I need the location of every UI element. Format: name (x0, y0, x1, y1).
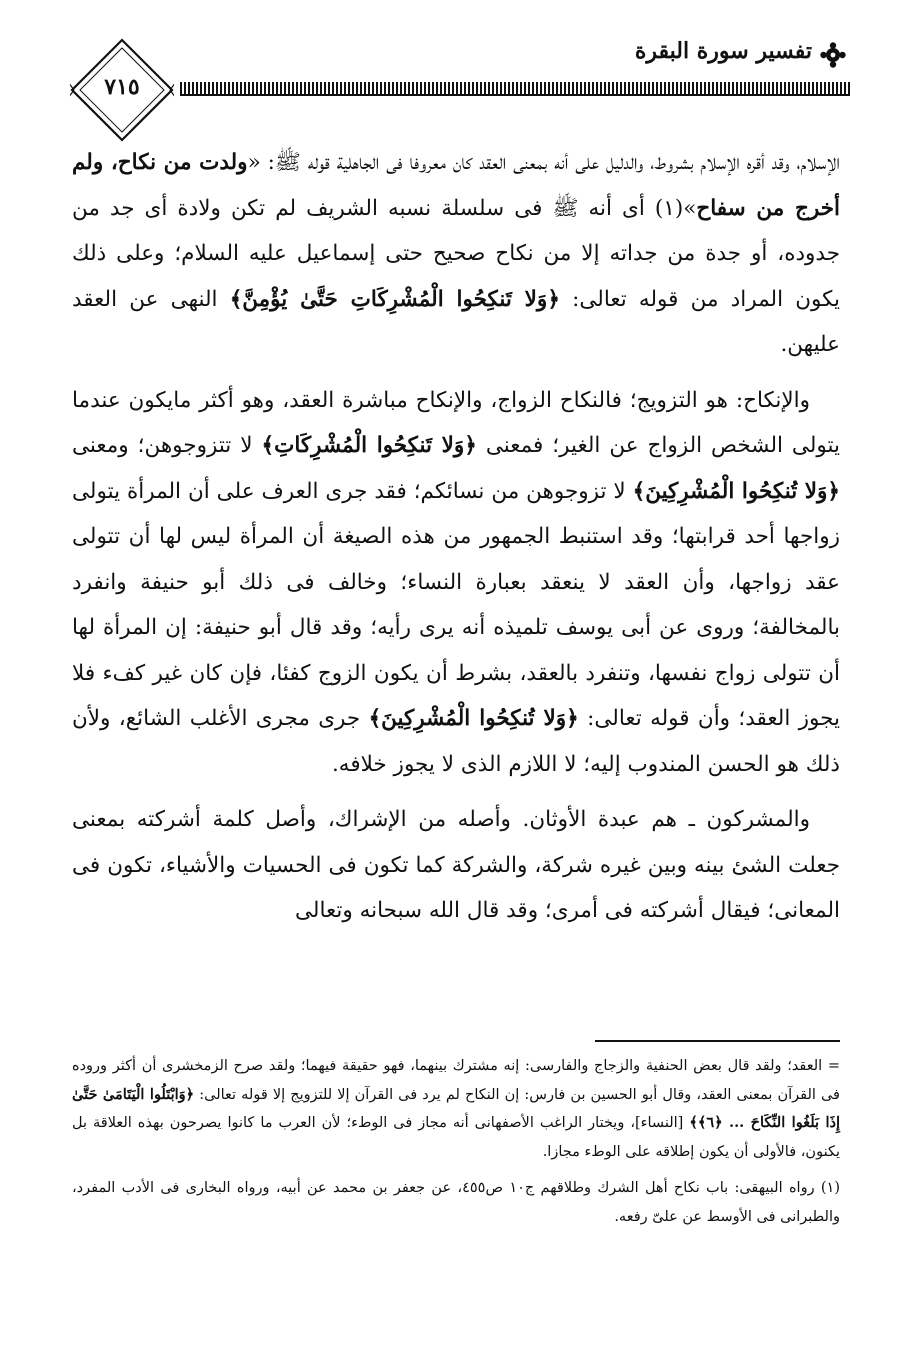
flower-ornament-icon (820, 42, 846, 68)
header-hatched-rule (180, 82, 850, 94)
text-run: الإسلام، وقد أقره الإسلام بشروط، والدليل على أنه بمعنى العقد كان معروفا فى الجاهلية قوله ﷺ: « (247, 150, 841, 175)
header-rule-line (180, 94, 850, 96)
paragraph-1 (72, 140, 840, 368)
page-number-badge (70, 38, 174, 142)
text-run: = العقد؛ ولقد قال بعض الحنفية والزجاج والفارسى: إنه مشترك بينهما، فهو حقيقة فيهما؛ ولقد صرح الزمخشرى أن أكثر وروده فى القرآن بمعنى العقد، وقال أبو الحسين بن فارس: إن النكاح لم يرد فى القرآن إلا للتزويج إلا قوله تعالى: (72, 1058, 840, 1103)
text-run: والإنكاح: هو التزويج؛ فالنكاح الزواج، والإنكاح مباشرة العقد، وهو أكثر مايكون عندما يتولى الشخص الزواج عن الغير؛ فمعنى (72, 387, 840, 458)
running-title: تفسير سورة البقرة (634, 38, 812, 64)
paragraph-3 (72, 797, 840, 934)
hadith-quote: ولدت من نكاح، ولم أخرج من سفاح (72, 150, 840, 221)
text-run: »(١) أى أنه ﷺ فى سلسلة نسبه الشريف لم تكن ولادة أى جد من جدوده، أو جدة من جداته إلا من نكاح صحيح حتى إسماعيل عليه السلام؛ وعلى ذلك يكون المراد من قوله تعالى: (72, 195, 840, 312)
text-run: النهى عن العقد عليهن. (72, 286, 840, 357)
text-run: والمشركون ـ هم عبدة الأوثان. وأصله من الإشراك، وأصل كلمة أشركته بمعنى جعلت الشئ بينه وبين غيره شركة، والشركة كما تكون فى الحسيات والأشياء، تكون فى المعانى؛ فيقال أشركته فى أمرى؛ وقد قال الله سبحانه وتعالى (72, 807, 840, 923)
page-header (60, 30, 850, 140)
text-run: لا تتزوجوهن؛ ومعنى (72, 433, 262, 458)
quran-verse: ﴿وَابْتَلُوا الْيَتَامَىٰ حَتَّىٰ إِذَا بَلَغُوا النِّكَاحَ ... ﴿٦﴾﴾ (72, 1085, 840, 1131)
quran-verse: ﴿وَلا تُنكِحُوا الْمُشْرِكِينَ﴾ (368, 706, 579, 731)
page-number: ٧١٥ (104, 74, 140, 100)
paragraph-2 (72, 378, 840, 788)
text-run: لا تزوجوهن من نسائكم؛ فقد جرى العرف على أن المرأة يتولى زواجها أحد قرابتها؛ وقد استنبط الجمهور من هذه الصيغة أن المرأة ليس لها أن تتولى عقد زواجها، وأن العقد لا ينعقد بعبارة النساء؛ وخالف فى ذلك أبو حنيفة وانفرد بالمخالفة؛ وروى عن أبى يوسف تلميذه أنه يرى رأيه؛ وقد قال أبو حنيفة: إن المرأة لها أن تتولى زواج نفسها، وتنفرد بالعقد، بشرط أن يكون الزوج كفئا، فإن كان غير كفء فلا يجوز العقد؛ وأن قوله تعالى: (72, 478, 840, 731)
footnote-continued (72, 1052, 840, 1166)
footnotes (72, 1052, 840, 1239)
quran-verse: ﴿وَلا تُنكِحُوا الْمُشْرِكِينَ﴾ (632, 478, 840, 504)
quran-verse: ﴿وَلا تَنكِحُوا الْمُشْرِكَاتِ حَتَّىٰ يُؤْمِنَّ﴾ (229, 286, 560, 312)
main-text (72, 140, 840, 944)
footnote-separator (595, 1040, 840, 1042)
text-run: [النساء]، ويختار الراغب الأصفهانى أنه مجاز فى الوطء؛ لأن العرب ما كانوا يصرحون بهذه العلاقة بل يكنون، فالأولى أن يكون إطلاقه على الوطء مجازا. (72, 1115, 840, 1160)
text-run: جرى مجرى الأغلب الشائع، ولأن ذلك هو الحسن المندوب إليه؛ لا اللازم الذى لا يجوز خلافه. (72, 706, 840, 777)
footnote-1: (١) رواه البيهقى: باب نكاح أهل الشرك وطلاقهم ج١٠ ص٤٥٥، عن جعفر بن محمد عن أبيه، ورواه البخارى فى الأدب المفرد، والطبرانى فى الأوسط عن علىّ رفعه. (72, 1180, 840, 1225)
quran-verse: ﴿وَلا تَنكِحُوا الْمُشْرِكَاتِ﴾ (261, 433, 477, 458)
